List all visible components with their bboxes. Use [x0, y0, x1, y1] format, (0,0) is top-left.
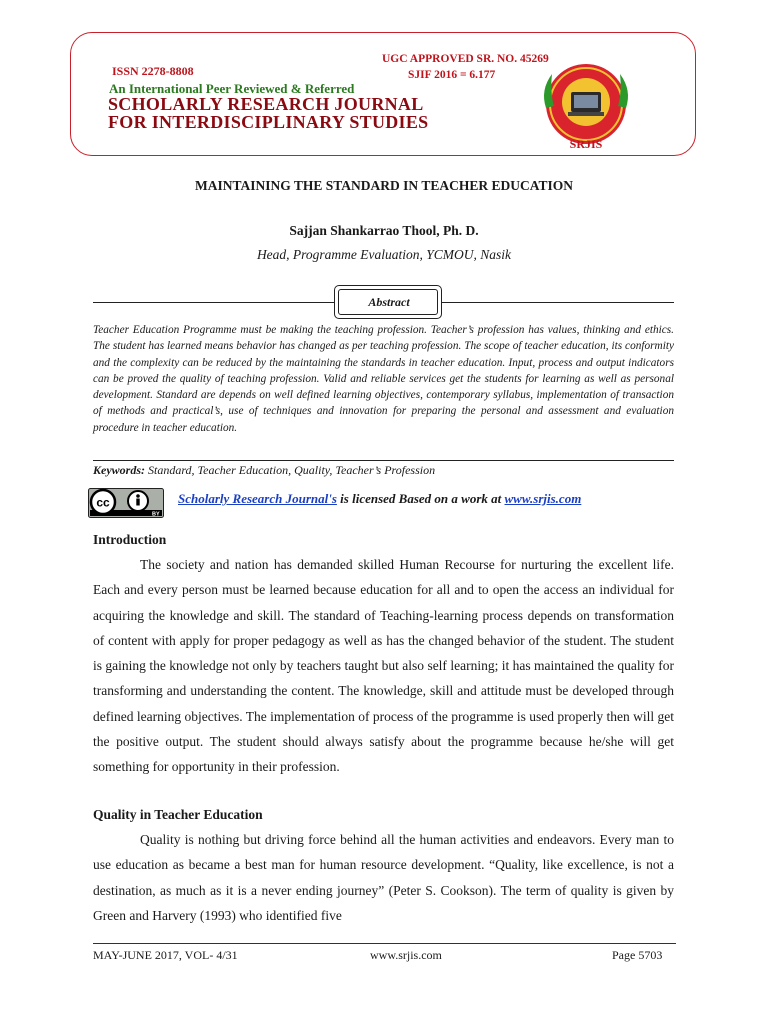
sjif-value: SJIF 2016 = 6.177 — [408, 69, 496, 81]
author-affiliation: Head, Programme Evaluation, YCMOU, Nasik — [256, 247, 512, 262]
peer-reviewed-line: An International Peer Reviewed & Referred — [109, 81, 355, 96]
journal-link[interactable]: Scholarly Research Journal's — [178, 491, 337, 506]
license-statement — [178, 491, 581, 507]
abstract-text: Teacher Education Programme must be making the teaching profession. Teacher’s profession has values, thinking and ethics. The student has learned means behavior has changed as per teaching profession. The scope of teacher education, its conformity and the complexity can be reduced by the maintaining the standards in teacher education. Input, process and output indicators can be proved the quality of teaching profession. Valid and reliable services get the students for learning as well as personal development. Standard are depends on well defined learning objectives, contemporary syllabus, implementation of transaction of methods and practical’s, use of techniques and innovation for preparing the personal and assessment and evaluation procedure in teacher education. — [93, 324, 674, 434]
journal-title — [108, 95, 428, 131]
website-link[interactable]: www.srjis.com — [504, 491, 582, 506]
abstract-label: Abstract — [368, 295, 410, 309]
abstract-divider-left — [93, 302, 334, 303]
footer-page-number: Page 5703 — [612, 948, 663, 962]
abstract-divider-right — [442, 302, 674, 303]
journal-title-line2: FOR INTERDISCIPLINARY STUDIES — [108, 112, 429, 132]
keywords-divider — [93, 460, 674, 461]
quality-paragraph: Quality is nothing but driving force behind all the human activities and endeavors. Every man to use education as became a best man for human resource development. “Quality, like excellence, is not a destination, as much as it is a never ending journey” (Peter S. Cookson). The term of quality is given by Green and Harvery (1993) who identified five — [93, 832, 674, 923]
section-heading-introduction: Introduction — [93, 532, 167, 547]
svg-text:BY: BY — [152, 511, 160, 518]
abstract-label-box — [334, 285, 442, 319]
footer-divider — [93, 943, 676, 944]
author-name: Sajjan Shankarrao Thool, Ph. D. — [289, 223, 479, 238]
svg-text:cc: cc — [96, 495, 110, 510]
license-text: is licensed Based on a work at — [340, 491, 502, 506]
cc-by-license-icon — [88, 488, 164, 518]
keywords — [93, 463, 435, 478]
section-heading-quality: Quality in Teacher Education — [93, 807, 263, 822]
journal-title-line1: SCHOLARLY RESEARCH JOURNAL — [108, 94, 424, 114]
article-title: MAINTAINING THE STANDARD IN TEACHER EDUCATION — [195, 178, 573, 193]
keywords-label: Keywords: — [93, 463, 145, 477]
srjis-logo-icon — [538, 60, 634, 154]
ugc-approval: UGC APPROVED SR. NO. 45269 — [382, 53, 549, 65]
introduction-paragraph: The society and nation has demanded skilled Human Recourse for nurturing the excellent life. Each and every person must be learned because education for all and to open the access an individual for acquiring the knowledge and skill. The standard of Teaching-learning process depends on transformation of content with apply for proper pedagogy as well as has the changed behavior of the student. The student is gaining the knowledge not only by teachers taught but also self learning; it has maintained the quality for transforming and understanding the content. The knowledge, skill and attitude must be developed through defined learning objectives. The implementation of process of the programme is used properly then will get the positive output. The student should always satisfy about the programme because he/she will get something for opportunity in their profession. — [93, 557, 674, 775]
footer-website: www.srjis.com — [370, 948, 442, 962]
footer-issue: MAY-JUNE 2017, VOL- 4/31 — [93, 948, 238, 962]
svg-text:SRJIS: SRJIS — [569, 137, 603, 151]
issn: ISSN 2278-8808 — [112, 64, 194, 78]
keywords-text: Standard, Teacher Education, Quality, Teacher’s Profession — [148, 463, 436, 477]
